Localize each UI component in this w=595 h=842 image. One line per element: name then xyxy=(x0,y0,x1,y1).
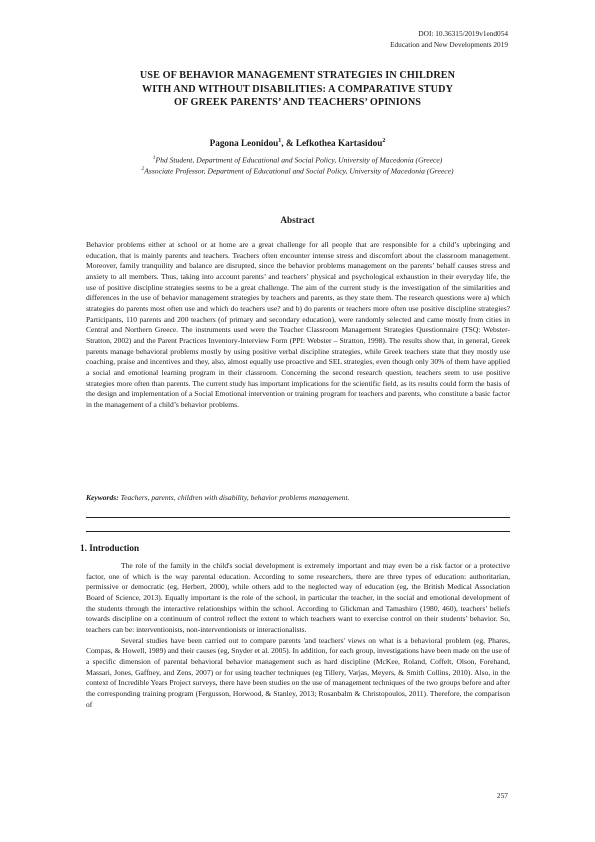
abstract-body: Behavior problems either at school or at home are a great challenge for all people that are responsible for a child’s upbringing and education, that is mainly parents and teachers. Teachers often encounter intense stress and discomfort about the classroom management. Moreover, family tranquility and balance are disrupted, since the behavior problems management on the parents’ behalf causes stress and anxiety to all members. Thus, taking into account parents’ and teachers’ physical and psychological exhaustion in their everyday life, the use of positive discipline strategies seems to be a great challenge. The aim of the current study is the investigation of the similarities and differences in the use of behavior management strategies by teachers and parents, as they state them. The research questions were a) which strategies do parents most often use and which do teachers use? and b) do parents or teachers more often use positive discipline strategies? Participants, 110 parents and 200 teachers (of primary and secondary education), were randomly selected and came mostly from cities in Central and Northern Greece. The instruments used were the Teacher Classroom Management Strategies Questionnaire (TSQ: Webster-Stratton, 2002) and the Parent Practices Inventory-Interview Form (PPI: Webster – Stratton, 1998). The results show that, in general, Greek parents manage behavioral problems mostly by using positive verbal discipline strategies, while Greek teachers state that they mostly use coaching, praise and incentives and they, also, almost equally use proactive and SEL strategies, even though only 30% of them have applied a social and emotional learning program in their classroom. Concerning the second research question, teachers seem to use positive strategies more often than parents. The current study has important implications for the scientific field, as its results could form the basis of the design and implementation of a Social Emotional intervention or training program for teachers and parents, who constitute a basic factor in the management of a child’s behavior problems. xyxy=(86,240,510,409)
divider-rule xyxy=(86,517,510,518)
abstract-heading: Abstract xyxy=(280,215,315,225)
running-header xyxy=(390,29,508,50)
author-separator: , & xyxy=(281,138,296,149)
paragraph: Several studies have been carried out to compare parents 'and teachers' views on what is a behavioral problem (eg, Phares, Compas, & Howell, 1989) and their causes (eg, Snyder et al. 2005). In addition, for each group, investigations have been made on the use of a specific dimension of parental behavioral behavior management such as hard discipline (McKee, Roland, Coffelt, Olson, Forehand, Massari, Jones, Gaffney, and Zens, 2007) or for using teacher techniques (eg Tillery, Varjas, Meyers, & Smith Collins, 2010). Also, in the context of Incredible Years Project surveys, there have been studies on the use of management techniques of the two groups before and after the corresponding training program (Fergusson, Horwood, & Stanley, 2013; Rosanbalm & Christopoulos, 2011). Therefore, the comparison of xyxy=(86,635,510,709)
introduction-body xyxy=(86,561,510,710)
author-superscript: 1 xyxy=(278,138,282,144)
keywords-label: Keywords: xyxy=(86,493,119,502)
keywords-line xyxy=(86,493,510,502)
paper-title xyxy=(90,69,505,110)
title-line-2: WITH AND WITHOUT DISABILITIES: A COMPARATIVE STUDY xyxy=(141,83,454,95)
author-list xyxy=(80,138,515,148)
affiliation-superscript: 2 xyxy=(141,166,145,172)
title-line-3: OF GREEK PARENTS’ AND TEACHERS’ OPINIONS xyxy=(173,97,422,108)
author-name: Lefkothea Kartasidou xyxy=(295,138,383,149)
affiliation-text: Associate Professor, Department of Educational and Social Policy, University of Macedonia (Greece) xyxy=(144,166,454,176)
affiliation-superscript: 1 xyxy=(152,155,156,161)
conference-name: Education and New Developments 2019 xyxy=(390,39,508,49)
affiliation-text: Phd Student, Department of Educational and Social Policy, University of Macedonia (Greece) xyxy=(155,155,443,165)
divider-rule xyxy=(86,531,510,532)
affiliation-2 xyxy=(70,164,525,177)
author-superscript: 2 xyxy=(382,138,386,144)
section-heading: 1. Introduction xyxy=(80,543,140,553)
title-line-1: USE OF BEHAVIOR MANAGEMENT STRATEGIES IN CHILDREN xyxy=(139,70,456,81)
keywords-text: Teachers, parents, children with disability, behavior problems management. xyxy=(118,493,350,502)
paragraph: The role of the family in the child's social development is extremely important and may even be a risk factor or a protective factor, one of which is the way parental education. According to some researchers, there are three types of education: authoritarian, permissive or democratic (eg, Herbert, 2000), while others add to the neglected way of education (eg, the British Medical Association Board of Science, 2013). Equally important is the role of the school, in particular the teacher, in the social and emotional development of the students through the interactive relationships within the school. According to Glickman and Tamashiro (1980, 460), teachers’ beliefs towards discipline on a continuum of control reflect the extent to which teachers want to exercise control on their students’ behavior. So, teachers can be: interventionists, non-interventionists or interactionalists. xyxy=(86,561,510,634)
page-number: 257 xyxy=(496,791,508,800)
doi-text: DOI: 10.36315/2019v1end054 xyxy=(418,29,508,38)
author-name: Pagona Leonidou xyxy=(209,138,279,149)
